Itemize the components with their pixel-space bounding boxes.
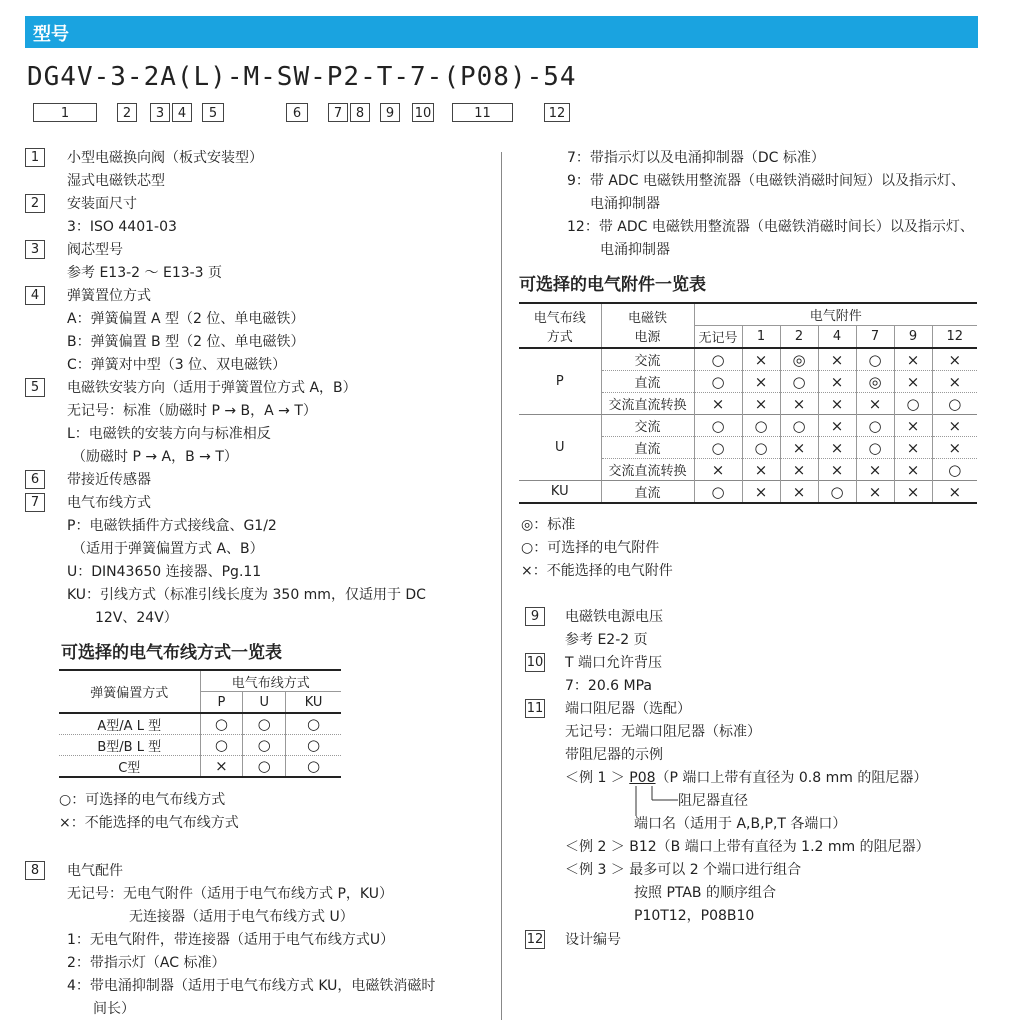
model-code: DG4V-3-2A(L)-M-SW-P2-T-7-(P08)-54	[27, 62, 577, 92]
table-cell: ○	[243, 756, 286, 778]
table-header: 电气布线方式	[200, 670, 341, 692]
table-header: 9	[894, 326, 932, 349]
table-cell: 交流直流转换	[601, 393, 694, 415]
table-row	[59, 756, 341, 778]
table-header: KU	[304, 694, 323, 710]
section-number: 4	[25, 286, 45, 305]
table-header-line: 方式	[546, 329, 573, 345]
table-cell: ○	[307, 736, 321, 754]
table-header: 弹簧偏置方式	[59, 670, 200, 713]
table-cell: ×	[200, 756, 243, 778]
example-2: ＜例 2 ＞ B12（B 端口上带有直径为 1.2 mm 的阻尼器）	[565, 839, 930, 855]
section-number: 5	[25, 378, 45, 397]
table-cell: ×	[948, 372, 962, 391]
table-cell: ○	[742, 415, 780, 437]
position-box: 4	[172, 103, 192, 122]
table-cell: 直流	[601, 481, 694, 504]
table-header: 1	[742, 326, 780, 349]
table-cell: ×	[894, 371, 932, 393]
table-row	[519, 415, 977, 437]
table-cell: ○	[243, 713, 286, 735]
table-header	[519, 303, 601, 348]
table-cell: ○	[742, 437, 780, 459]
table-cell: ×	[894, 348, 932, 371]
legend-item: ◎：标准	[521, 517, 576, 533]
section-number: 1	[25, 148, 45, 167]
position-box: 10	[412, 103, 434, 122]
section-text: 12V、24V）	[95, 610, 178, 626]
section-text: 参考 E2-2 页	[565, 632, 648, 648]
section-text: P10T12，P08B10	[634, 908, 755, 924]
table-cell: ×	[894, 459, 932, 481]
table-cell: ×	[780, 437, 818, 459]
position-box: 5	[202, 103, 224, 122]
table-cell: 交流	[601, 415, 694, 437]
section-title: 型号	[33, 24, 69, 45]
table-cell: B型/B L 型	[59, 735, 200, 756]
table-header-line: 电气布线	[533, 310, 586, 326]
table-cell: ○	[243, 735, 286, 756]
section-number: 6	[25, 470, 45, 489]
table-row	[59, 713, 341, 735]
table-cell: ×	[780, 393, 818, 415]
section-text: 7：带指示灯以及电涌抑制器（DC 标准）	[567, 150, 825, 166]
section-text: 电涌抑制器	[600, 242, 670, 258]
table-cell: ×	[856, 481, 894, 504]
section-title: 带接近传感器	[67, 472, 151, 488]
table-header: U	[243, 692, 286, 714]
section-text: 1：无电气附件，带连接器（适用于电气布线方式U）	[67, 932, 395, 948]
legend-item: ○：可选择的电气附件	[521, 540, 660, 556]
table-cell: KU	[519, 481, 601, 504]
section-text: P：电磁铁插件方式接线盒、G1/2	[67, 518, 277, 534]
table-cell: ×	[694, 393, 742, 415]
table-cell: ×	[948, 350, 962, 369]
table-cell: ○	[694, 371, 742, 393]
table-cell: ×	[742, 481, 780, 504]
section-text: B：弹簧偏置 B 型（2 位、单电磁铁）	[67, 334, 305, 350]
section-text: 3：ISO 4401-03	[67, 219, 177, 235]
position-box: 7	[328, 103, 348, 122]
table-cell: ○	[780, 415, 818, 437]
table-cell: 交流直流转换	[601, 459, 694, 481]
position-box: 3	[150, 103, 170, 122]
table-cell: ○	[856, 437, 894, 459]
table-cell: ○	[694, 437, 742, 459]
section-text: 12：带 ADC 电磁铁用整流器（电磁铁消磁时间长）以及指示灯、	[567, 219, 974, 235]
section-number: 11	[526, 701, 544, 716]
table-cell: ×	[856, 393, 894, 415]
table-cell: P	[519, 348, 601, 415]
section-number: 10	[526, 655, 544, 670]
example-1	[565, 768, 927, 788]
section-text: 按照 PTAB 的顺序组合	[634, 885, 776, 901]
section-text: 9：带 ADC 电磁铁用整流器（电磁铁消磁时间短）以及指示灯、	[567, 173, 965, 189]
table-header: 无记号	[694, 326, 742, 349]
section-text: C：弹簧对中型（3 位、双电磁铁）	[67, 357, 287, 373]
section-title: T 端口允许背压	[565, 655, 663, 671]
table-cell: ×	[856, 459, 894, 481]
table-cell: ×	[894, 415, 932, 437]
table-cell: U	[519, 415, 601, 481]
table-cell: ×	[894, 481, 932, 504]
table-cell: ○	[200, 713, 243, 735]
legend-item: ×：不能选择的电气附件	[521, 563, 673, 579]
table-cell: ○	[694, 481, 742, 504]
section-title: 电气配件	[67, 863, 123, 879]
table-cell: ×	[894, 437, 932, 459]
table-header: 2	[780, 326, 818, 349]
section-text: U：DIN43650 连接器、Pg.11	[67, 564, 262, 580]
table-cell: ×	[780, 481, 818, 504]
section-title: 小型电磁换向阀（板式安装型）	[67, 150, 263, 166]
table-cell: ○	[307, 715, 321, 733]
example-label: ＜例 1 ＞	[565, 770, 630, 786]
section-title: 端口阻尼器（选配）	[565, 701, 691, 717]
table-cell: ○	[818, 481, 856, 504]
position-box: 9	[380, 103, 400, 122]
section-text: 7：20.6 MPa	[565, 678, 653, 694]
table-cell: ○	[780, 371, 818, 393]
section-text: （适用于弹簧偏置方式 A、B）	[72, 541, 264, 557]
legend-item: ○：可选择的电气布线方式	[59, 792, 226, 808]
table-cell: ×	[694, 459, 742, 481]
section-number: 3	[25, 240, 45, 259]
column-divider	[501, 152, 502, 1020]
example-desc: （P 端口上带有直径为 0.8 mm 的阻尼器）	[655, 770, 928, 786]
section-text: 带阻尼器的示例	[565, 747, 663, 763]
section-title: 电磁铁安装方向（适用于弹簧置位方式 A，B）	[67, 380, 357, 396]
section-text: A：弹簧偏置 A 型（2 位、单电磁铁）	[67, 311, 305, 327]
table-cell: ×	[780, 459, 818, 481]
table-cell: ◎	[856, 371, 894, 393]
table-cell: ×	[818, 415, 856, 437]
table-cell: ×	[948, 482, 962, 501]
table-cell: ○	[307, 757, 321, 775]
position-box: 1	[33, 103, 97, 122]
table-header-line: 电磁铁	[627, 310, 667, 326]
table-cell: C型	[59, 756, 200, 778]
wiring-table	[59, 669, 341, 778]
table-header: 4	[818, 326, 856, 349]
table-cell: ×	[818, 459, 856, 481]
section-title: 阀芯型号	[67, 242, 123, 258]
section-title: 设计编号	[565, 932, 621, 948]
section-text: （励磁时 P → A，B → T）	[72, 449, 238, 465]
table-cell: ×	[742, 371, 780, 393]
table-cell: ○	[894, 393, 932, 415]
legend-item: ×：不能选择的电气布线方式	[59, 815, 239, 831]
table-cell: ○	[948, 460, 962, 479]
section-text: L：电磁铁的安装方向与标准相反	[67, 426, 271, 442]
table-row	[59, 735, 341, 756]
table-cell: ×	[818, 348, 856, 371]
section-title: 弹簧置位方式	[67, 288, 151, 304]
section-number: 9	[525, 607, 545, 626]
section-text: 无记号：标准（励磁时 P → B，A → T）	[67, 403, 317, 419]
table-header: P	[200, 692, 243, 714]
table-cell: ×	[742, 459, 780, 481]
table-header: 12	[946, 329, 964, 344]
section-title: 安装面尺寸	[67, 196, 137, 212]
section-text: 湿式电磁铁芯型	[67, 173, 165, 189]
position-box: 8	[350, 103, 370, 122]
table-cell: ×	[818, 371, 856, 393]
section-text: 间长）	[93, 1001, 135, 1017]
position-box: 11	[452, 103, 513, 122]
table-cell: ○	[694, 348, 742, 371]
table-cell: A型/A L 型	[59, 713, 200, 735]
table-cell: 直流	[601, 371, 694, 393]
section-text: 无记号：无端口阻尼器（标准）	[565, 724, 761, 740]
callout-label: 端口名（适用于 A,B,P,T 各端口）	[634, 816, 847, 832]
table-cell: ×	[742, 393, 780, 415]
table-cell: ×	[948, 438, 962, 457]
table-header-line: 电源	[634, 329, 661, 345]
electrical-table	[519, 302, 977, 504]
position-box: 6	[286, 103, 308, 122]
section-title: 电气布线方式	[67, 495, 151, 511]
position-box: 2	[117, 103, 137, 122]
table-cell: 直流	[601, 437, 694, 459]
electrical-table-heading: 可选择的电气附件一览表	[519, 275, 706, 295]
table-cell: ○	[856, 415, 894, 437]
table-cell: ×	[818, 437, 856, 459]
table-header: 7	[856, 326, 894, 349]
table-cell: ○	[856, 348, 894, 371]
wiring-table-heading: 可选择的电气布线方式一览表	[61, 643, 282, 663]
section-header-bar	[25, 16, 978, 48]
section-title: 电磁铁电源电压	[565, 609, 663, 625]
table-row	[519, 481, 977, 504]
section-number: 2	[25, 194, 45, 213]
table-cell: ◎	[780, 348, 818, 371]
table-header	[601, 303, 694, 348]
table-cell: ×	[742, 348, 780, 371]
section-number: 12	[526, 932, 544, 947]
table-cell: ×	[818, 393, 856, 415]
section-text: 无记号：无电气附件（适用于电气布线方式 P，KU）	[67, 886, 393, 902]
table-cell: ×	[948, 416, 962, 435]
section-text: 4：带电涌抑制器（适用于电气布线方式 KU，电磁铁消磁时	[67, 978, 436, 994]
position-box: 12	[544, 103, 570, 122]
table-cell: 交流	[601, 348, 694, 371]
section-text: KU：引线方式（标准引线长度为 350 mm，仅适用于 DC	[67, 587, 426, 603]
table-cell: ○	[948, 394, 962, 413]
section-text: 电涌抑制器	[590, 196, 660, 212]
table-row	[519, 348, 977, 371]
example-code: P08	[629, 770, 656, 786]
callout-label: 阻尼器直径	[678, 793, 748, 809]
table-cell: ○	[694, 415, 742, 437]
section-text: 参考 E13-2 ～ E13-3 页	[67, 265, 223, 281]
table-cell: ○	[200, 735, 243, 756]
example-3: ＜例 3 ＞ 最多可以 2 个端口进行组合	[565, 862, 802, 878]
section-text: 无连接器（适用于电气布线方式 U）	[129, 909, 354, 925]
section-text: 2：带指示灯（AC 标准）	[67, 955, 226, 971]
table-header: 电气附件	[694, 303, 977, 326]
section-number: 7	[25, 493, 45, 512]
section-number: 8	[25, 861, 45, 880]
